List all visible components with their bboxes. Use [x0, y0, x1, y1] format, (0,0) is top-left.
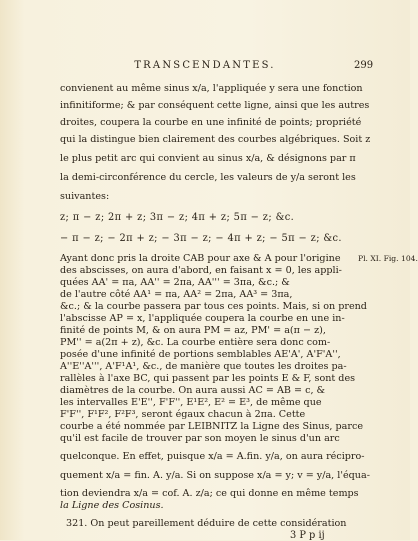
paragraph-line: la Ligne des Cosinus. — [60, 500, 164, 511]
paragraph-line: courbe a été nommée par LEIBNITZ la Ligne des Sinus, parce — [60, 421, 364, 432]
text-line: qui la distingue bien clairement des courbes algébriques. Soit z — [60, 134, 371, 145]
paragraph-line: Ayant donc pris la droite CAB pour axe & A pour l'origine — [60, 253, 341, 264]
paragraph-line: quées AA' = πa, AA'' = 2πa, AA''' = 3πa, &c.; & — [60, 277, 290, 288]
paragraph-line: des abscisses, on aura d'abord, en faisant x = 0, les appli- — [60, 265, 342, 276]
running-header-title: TRANSCENDANTES. — [134, 60, 276, 71]
formula-sequence-negative: − π − z; − 2π + z; − 3π − z; − 4π + z; − 5π − z; &c. — [60, 233, 342, 244]
signature-mark: 3 P p ij — [290, 530, 325, 541]
paragraph-line: qu'il est facile de trouver par son moyen le sinus d'un arc — [60, 433, 340, 444]
formula-sequence-positive: z; π − z; 2π + z; 3π − z; 4π + z; 5π − z; &c. — [60, 212, 295, 223]
paragraph-line: l'abscisse AP = x, l'appliquée coupera la courbe en une in- — [60, 313, 345, 324]
paragraph-line: A''E''A''', A'F¹A¹, &c., de manière que toutes les droites pa- — [60, 361, 347, 372]
page-number: 299 — [354, 60, 374, 71]
paragraph-line: quelconque. En effet, puisque x/a = A.fin. y/a, on aura récipro- — [60, 451, 365, 462]
text-line: suivantes: — [60, 191, 110, 202]
section-start-line: 321. On peut pareillement déduire de cette considération — [66, 518, 347, 529]
paragraph-line: F'F'', F¹F², F²F³, seront égaux chacun à 2πa. Cette — [60, 409, 306, 420]
paragraph-line: diamètres de la courbe. On aura aussi AC = AB = c, & — [60, 385, 326, 396]
text-line: infinitiforme; & par conséquent cette ligne, ainsi que les autres — [60, 100, 370, 111]
paragraph-line: tion deviendra x/a = cof. A. z/a; ce qui donne en même temps — [60, 488, 359, 499]
paragraph-line: quement x/a = fin. A. y/a. Si on suppose x/a = y; v = y/a, l'équa- — [60, 470, 370, 481]
text-line: convienent au même sinus x/a, l'appliquée y sera une fonction — [60, 83, 363, 94]
paragraph-line: posée d'une infinité de portions semblables AE'A', A'F'A'', — [60, 349, 341, 360]
margin-note-plate-reference: Pl. XI. Fig. 104. — [358, 254, 418, 263]
paragraph-line: les intervalles E'E'', F'F'', E¹E², E² = E³, de même que — [60, 397, 322, 408]
paragraph-line: de l'autre côté AA¹ = πa, AA² = 2πa, AA³ = 3πa, — [60, 289, 293, 300]
paragraph-line: PM'' = a(2π + z), &c. La courbe entière sera donc com- — [60, 337, 331, 348]
text-line: la demi-circonférence du cercle, les valeurs de y/a seront les — [60, 172, 356, 183]
paragraph-line: rallèles à l'axe BC, qui passent par les points E & F, sont des — [60, 373, 356, 384]
paragraph-line: finité de points M, & on aura PM = az, PM' = a(π − z), — [60, 325, 326, 336]
text-line: droites, coupera la courbe en une infinité de points; propriété — [60, 117, 362, 128]
text-line: le plus petit arc qui convient au sinus x/a, & désignons par π — [60, 153, 356, 164]
paragraph-line: &c.; & la courbe passera par tous ces points. Mais, si on prend — [60, 301, 367, 312]
